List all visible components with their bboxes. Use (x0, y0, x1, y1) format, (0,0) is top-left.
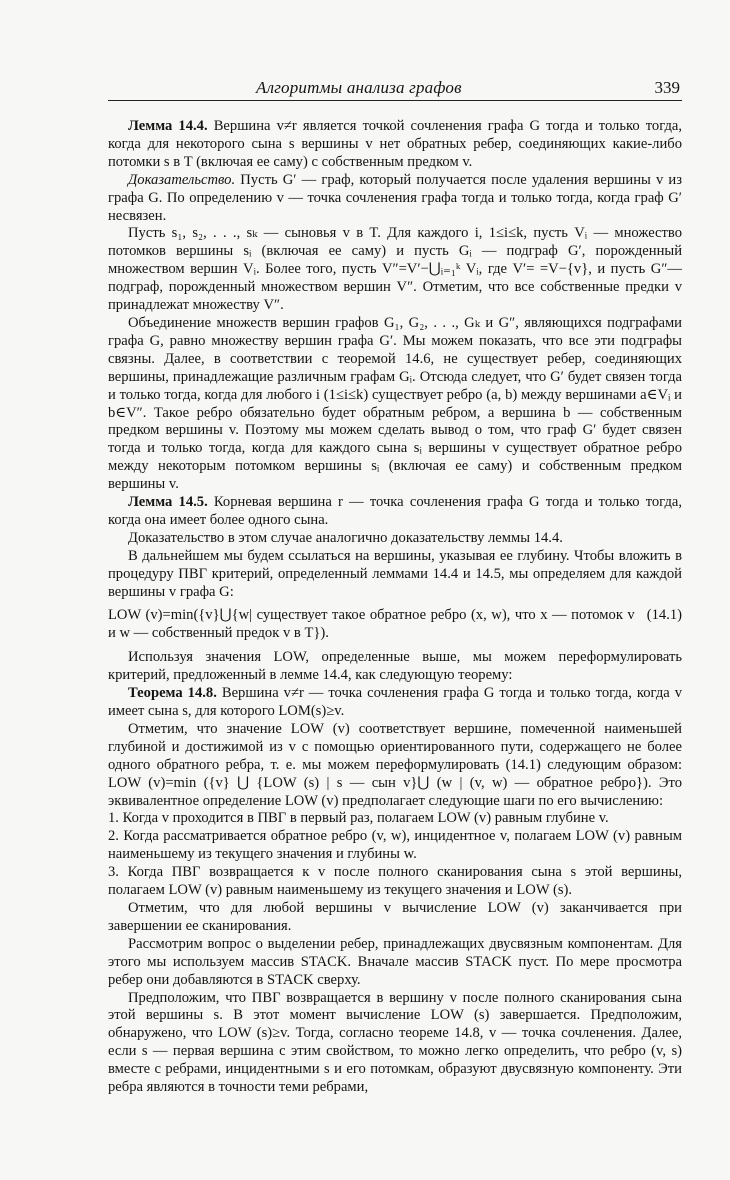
running-title: Алгоритмы анализа графов (256, 78, 462, 97)
paragraph: Отметим, что значение LOW (v) соответствует вершине, помеченной наименьшей глубиной и достижимой из v с помощью ориентированного пути, содержащего не более одного обратного ребра, т. е. мы можем переформулировать (14.1) следующим образом: LOW (v)=min ({v} ⋃ {LOW (s) | s — сын v}⋃ (w | (v, w) — обратное ребро}). Это эквивалентное определение LOW (v) предполагает следующие шаги по его вычислению: (108, 720, 682, 809)
paragraph: Пусть s₁, s₂, . . ., sₖ — сыновья v в T. Для каждого i, 1≤i≤k, пусть Vᵢ — множество потомков вершины sᵢ (включая ее саму) и пусть Gᵢ — подграф G′, порожденный множеством вершин Vᵢ. Более того, пусть V″=V′−⋃ᵢ₌₁ᵏ Vᵢ, где V′= =V−{v}, и пусть G″— подграф, порожденный множеством вершин V″. Отметим, что все собственные предки v принадлежат множеству V″. (108, 225, 682, 314)
proof-paragraph (108, 172, 682, 226)
page-header (108, 76, 682, 101)
page-body (108, 118, 682, 1097)
lemma-label: Лемма 14.4. (128, 118, 208, 134)
lemma-text: Вершина v≠r является точкой сочленения графа G тогда и только тогда, когда для некоторого сына s вершины v нет обратных ребер, соединяющих какие-либо потомки s в T (включая ее саму) с собственным предком v. (108, 118, 683, 170)
paragraph: Доказательство в этом случае аналогично доказательству леммы 14.4. (128, 529, 563, 546)
lemma-14-5 (108, 494, 682, 530)
list-item: 1. Когда v проходится в ПВГ в первый раз, полагаем LOW (v) равным глубине v. (108, 810, 609, 827)
page-number: 339 (654, 78, 680, 97)
lemma-text: Корневая вершина r — точка сочленения графа G тогда и только тогда, когда она имеет более одного сына. (108, 494, 682, 528)
theorem-label: Теорема 14.8. (128, 685, 217, 702)
formula-14-1 (108, 607, 682, 643)
paragraph: Рассмотрим вопрос о выделении ребер, принадлежащих двусвязным компонентам. Для этого мы используем массив STACK. Вначале массив STACK пуст. По мере просмотра ребер они добавляются в STACK сверху. (108, 935, 682, 988)
paragraph: В дальнейшем мы будем ссылаться на вершины, указывая ее глубину. Чтобы вложить в процедуру ПВГ критерий, определенный леммами 14.4 и 14.5, мы определяем для каждой вершины v графа G: (108, 547, 682, 600)
lemma-label: Лемма 14.5. (128, 494, 208, 511)
list-item: 3. Когда ПВГ возвращается к v после полного сканирования сына s этой вершины, полагаем LOW (v) равным наименьшему из текущего значения и LOW (s). (108, 864, 682, 899)
formula-text: LOW (v)=min({v}⋃{w| существует такое обратное ребро (x, w), что x — потомок v и w — собственный предок v в T}). (108, 607, 635, 642)
proof-text: Пусть G′ — граф, который получается после удаления вершины v из графа G. По определению v — точка сочленения графа тогда и только тогда, когда граф G′ несвязен. (108, 171, 682, 224)
proof-label: Доказательство. (128, 171, 236, 188)
lemma-14-4 (108, 118, 682, 172)
list-item: 2. Когда рассматривается обратное ребро (v, w), инцидентное v, полагаем LOW (v) равным наименьшему из текущего значения и глубины w. (108, 828, 682, 863)
paragraph: Используя значения LOW, определенные выше, мы можем переформулировать критерий, предложенный в лемме 14.4, как следующую теорему: (108, 649, 682, 684)
theorem-14-8 (108, 685, 682, 721)
equation-number: (14.1) (646, 607, 682, 624)
paragraph: Предположим, что ПВГ возвращается в вершину v после полного сканирования сына этой вершины s. В этот момент вычисление LOW (s) завершается. Предположим, обнаружено, что LOW (s)≥v. Тогда, согласно теореме 14.8, v — точка сочленения. Далее, если s — первая вершина с этим свойством, то можно легко определить, что ребро (v, s) вместе с ребрами, инцидентными s и его потомкам, образуют двусвязную компоненту. Эти ребра являются в точности теми ребрами, (108, 989, 682, 1096)
paragraph: Отметим, что для любой вершины v вычисление LOW (v) заканчивается при завершении ее сканирования. (108, 899, 682, 934)
paragraph: Объединение множеств вершин графов G₁, G₂, . . ., Gₖ и G″, являющихся подграфами графа G, равно множеству вершин графа G′. Мы можем показать, что все эти подграфы связны. Далее, в соответствии с теоремой 14.6, не существует ребер, соединяющих вершины, принадлежащие различным графам Gᵢ. Отсюда следует, что G′ будет связен тогда и только тогда, когда для любого i (1≤i≤k) существует ребро (a, b) между вершинами a∈Vᵢ и b∈V″. Такое ребро обязательно будет обратным ребром, а вершина b — собственным предком вершины v. Поэтому мы можем сделать вывод о том, что граф G′ будет связен тогда и только тогда, когда для каждого сына sᵢ вершины v существует обратное ребро между некоторым потомком вершины sᵢ (включая ее саму) и собственным предком вершины v. (108, 314, 682, 493)
theorem-text: Вершина v≠r — точка сочленения графа G тогда и только тогда, когда v имеет сына s, для которого LOM(s)≥v. (108, 685, 682, 719)
